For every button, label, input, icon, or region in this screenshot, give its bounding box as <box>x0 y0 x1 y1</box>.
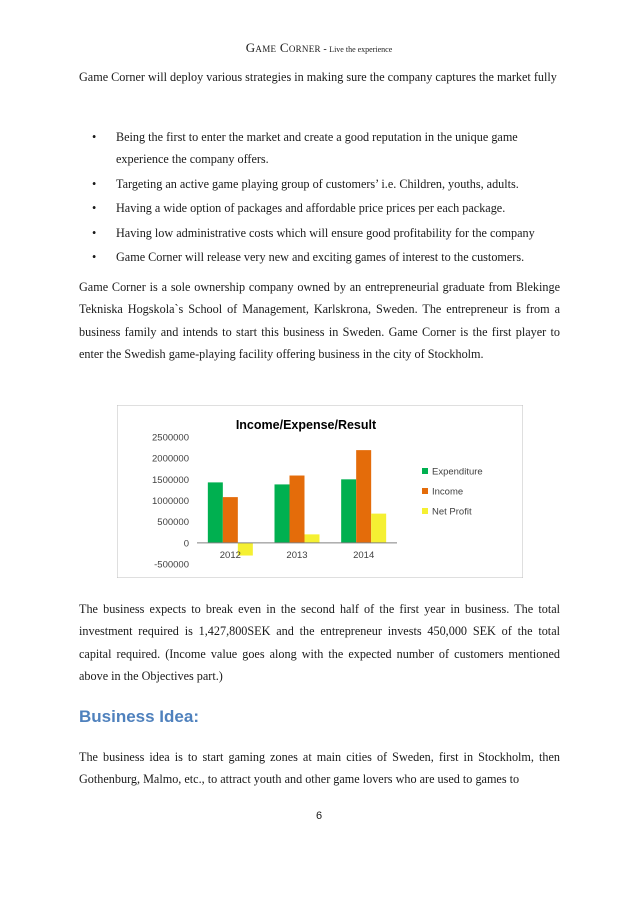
section-heading: Business Idea: <box>79 707 199 726</box>
header-tagline: Live the experience <box>329 45 393 54</box>
x-tick-label: 2013 <box>286 549 308 561</box>
bullet-icon: • <box>92 130 97 144</box>
bullet-icon: • <box>92 201 97 216</box>
business-idea-paragraph: The business idea is to start gaming zones at main cities of Sweden, first in Stockholm, then Gothenburg, Malmo, etc., to attract youth and other game lovers who are used to games to <box>79 750 560 787</box>
y-tick-label: 500000 <box>157 517 189 529</box>
ownership-paragraph: Game Corner is a sole ownership company owned by an entrepreneurial graduate from Blekinge Tekniska Hogskola`s School of Management, Karlskrona, Sweden. The entrepreneur is from a business family and intends to start this business in Sweden. Game Corner is the first player to enter the Swedish game-playing facility offering business in the city of Stockholm. <box>79 280 560 362</box>
bar-expenditure-2013 <box>275 484 290 542</box>
y-tick-label: 1000000 <box>152 496 189 507</box>
legend-swatch <box>422 468 428 474</box>
list-item: • Having low administrative costs which will ensure good profitability for the company <box>79 222 560 244</box>
header-brand: Game Corner <box>245 40 321 55</box>
page-header <box>0 40 638 56</box>
x-tick-label: 2012 <box>219 549 241 561</box>
list-item: • Being the first to enter the market and create a good reputation in the unique game experience the company offers. <box>79 126 560 171</box>
bar-income-2012 <box>223 497 238 543</box>
legend-swatch <box>422 488 428 494</box>
y-tick-label: 0 <box>183 538 189 550</box>
bar-expenditure-2012 <box>208 482 223 542</box>
bar-income-2014 <box>356 450 371 543</box>
y-tick-label: -500000 <box>154 559 189 571</box>
bar-income-2013 <box>290 476 305 543</box>
list-item: • Game Corner will release very new and exciting games of interest to the customers. <box>79 246 560 268</box>
breakeven-paragraph: The business expects to break even in the second half of the first year in business. The total investment required is 1,427,800SEK and the entrepreneur invests 450,000 SEK of the total capital required. (Income value goes along with the expected number of customers mentioned above in the Objectives part.) <box>79 602 560 684</box>
bar-net-profit-2013 <box>305 534 320 542</box>
y-tick-label: 1500000 <box>152 474 189 486</box>
legend-label: Net Profit <box>432 506 472 518</box>
list-item: • Targeting an active game playing group of customers’ i.e. Children, youths, adults. <box>79 173 560 195</box>
x-tick-label: 2014 <box>353 549 375 561</box>
bar-expenditure-2014 <box>341 479 356 543</box>
list-item: • Having a wide option of packages and affordable price prices per each package. <box>79 197 560 219</box>
bullet-icon: • <box>92 250 97 265</box>
intro-paragraph: Game Corner will deploy various strategies in making sure the company captures the market fully <box>79 70 557 84</box>
bar-net-profit-2014 <box>371 514 386 543</box>
y-tick-label: 2500000 <box>152 432 189 444</box>
y-tick-label: 2000000 <box>152 453 189 465</box>
chart-title: Income/Expense/Result <box>235 418 377 432</box>
header-separator: - <box>320 44 330 55</box>
income-expense-chart <box>117 405 523 578</box>
legend-swatch <box>422 508 428 514</box>
legend-label: Expenditure <box>432 466 483 478</box>
strategy-list <box>79 126 560 270</box>
bullet-icon: • <box>92 225 97 240</box>
page-number: 6 <box>315 810 323 822</box>
legend-label: Income <box>432 486 464 498</box>
bullet-icon: • <box>92 176 97 191</box>
